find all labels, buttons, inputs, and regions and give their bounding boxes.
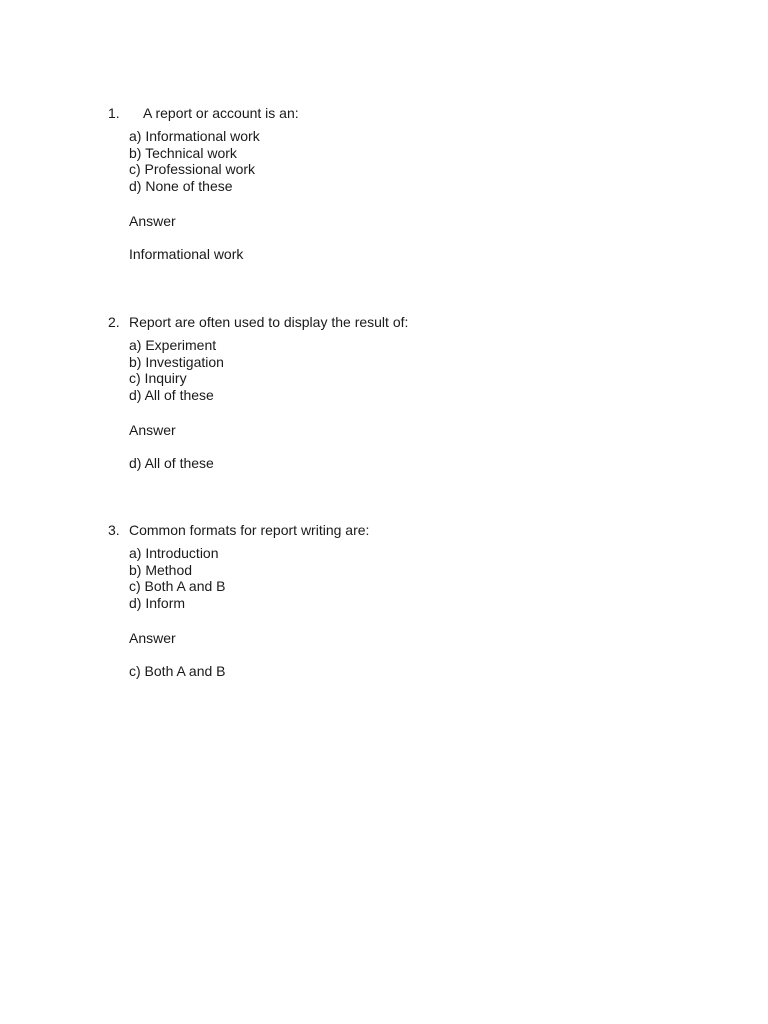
option-c: c) Inquiry [129,370,187,386]
question-3 [108,521,668,680]
question-2 [108,313,668,472]
answer-label: Answer [129,213,176,229]
answer-value: c) Both A and B [129,663,226,679]
option-b: b) Investigation [129,353,224,370]
question-stem [108,104,668,122]
answer-label: Answer [129,630,176,646]
option-d: d) All of these [129,386,214,403]
question-stem [108,313,668,331]
question-text: A report or account is an: [143,105,299,121]
question-number: 1. [108,105,120,121]
answer-value: d) All of these [129,455,214,471]
question-number: 3. [108,522,120,538]
question-stem [108,521,668,539]
option-d: d) None of these [129,177,233,194]
option-c: c) Both A and B [129,578,226,594]
question-1 [108,104,668,263]
question-text: Common formats for report writing are: [129,522,370,538]
question-number: 2. [108,314,120,330]
option-c: c) Professional work [129,161,256,177]
option-list [129,337,668,403]
option-a: a) Informational work [129,128,260,144]
option-list [129,128,668,194]
answer-label: Answer [129,422,176,438]
option-b: b) Technical work [129,144,237,161]
option-d: d) Inform [129,594,186,611]
option-list [129,545,668,611]
answer-value: Informational work [129,246,244,262]
question-text: Report are often used to display the result of: [129,314,409,330]
option-a: a) Introduction [129,545,219,561]
option-b: b) Method [129,561,193,578]
option-a: a) Experiment [129,337,217,353]
